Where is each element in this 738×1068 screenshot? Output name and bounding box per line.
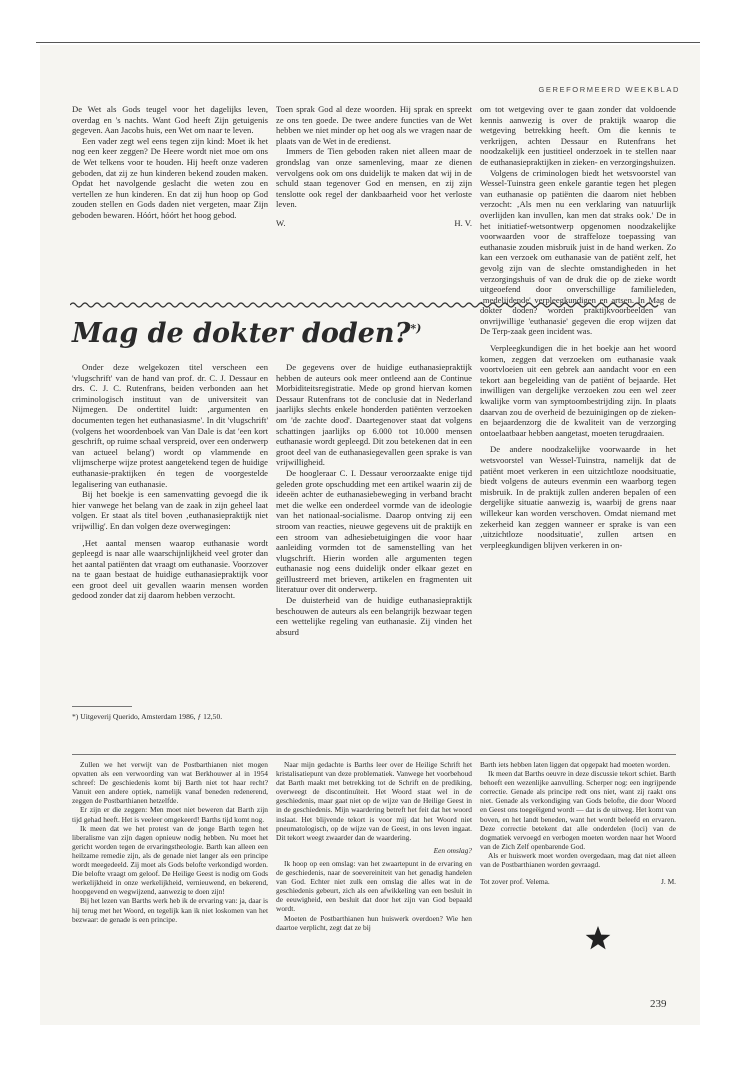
signature-row (276, 218, 472, 229)
small-column-2 (276, 760, 472, 932)
paragraph: Immers de Tien geboden raken niet alleen maar de grondslag van onze samenleving, maar ze dienen vervolgens ook om ons duidelijk te maken dat wij in de schuld staan tegenover God en mensen, en zij zijn tenslotte ook regel der dankbaarheid voor het verloste leven. (276, 146, 472, 210)
article-column-1 (72, 362, 268, 601)
footnote-rule (72, 706, 132, 707)
paragraph: Onder deze welgekozen titel verscheen een 'vlugschrift' van de hand van prof. dr. C. J. Dessaur en drs. C. J. C. Rutenfrans, beiden verbonden aan het criminologisch instituut van de universiteit van Nijmegen. De ondertitel luidt: ‚argumenten en documenten tegen het euthanasiasme'. In dit 'vlugschrift' (volgens het woordenboek van Van Dale is dat 'een kort geschrift, op ruime schaal verspreid, over een onderwerp van actueel belang') wordt op vlammende en vlijmscherpe wijze protest aangetekend tegen de huidige euthanasie-praktijken én tegen de voorgestelde legalisering van euthanasie. (72, 362, 268, 489)
paragraph: Ik hoop op een omslag: van het zwaartepunt in de ervaring en de geschiedenis, naar de soevereiniteit van het genadig handelen van God. Echter niet zulk een omslag die alles wat in de geschiedenis gebeurt, zich als een afwikkeling van een besluit in de eeuwigheid, een besluit dat door het zijn van God bepaald wordt. (276, 858, 472, 914)
small-column-3 (480, 760, 676, 886)
paragraph: De gegevens over de huidige euthanasiepraktijk hebben de auteurs ook meer ontleend aan de Continue Morbiditeitsregistratie. Mede op grond hiervan komen Dessaur Rutenfrans tot de conclusie dat in Nederland jaarlijks slechts enkele honderden patiënten verzoeken om 'de zachte dood'. Daartegenover staat dat volgens schattingen jaarlijks op 6.000 tot 10.000 mensen euthanasie wordt gepleegd. Dit zou betekenen dat in een groot deel van de euthanasiegevallen geen sprake is van vrijwilligheid. (276, 362, 472, 468)
paragraph: Er zijn er die zeggen: Men moet niet beweren dat Barth zijn tijd gehad heeft. Het is veeleer omgekeerd! Barths tijd komt nog. (72, 805, 268, 824)
paragraph: Volgens de criminologen biedt het wetsvoorstel van Wessel-Tuinstra geen enkele garantie tegen het plegen van euthanasie op patiënten die daarom niet hebben verzocht: ‚Als men nu een verklaring van natuurlijk overlijden kan invullen, kan men dat straks ook.' De in het initiatief-wetsontwerp opgenomen noodzakelijke voorwaarden voor de straffeloze toepassing van euthanasie zouden misbruik juist in de hand werken. Zo kan een verzoek om euthanasie van de patiënt zelf, het gevolg zijn van de slechte omstandigheden in het verzorgingshuis of van de druk die op de zieke wordt uitgeoefend door onverschillige familieleden, ‚medelijdende' verpleegkundigen en artsen. In Mag de dokter doden? worden praktijkvoorbeelden van onvrijwillige 'euthanasie' gegeven die erop wijzen dat De Terp-zaak geen incident was. (480, 167, 676, 337)
paragraph: Ik meen dat we het protest van de jonge Barth tegen het liberalisme van zijn dagen opnieuw nodig hebben. Nu moet het gericht worden tegen de ervaringstheologie. Barth kan alleen een heilzame remedie zijn, als de genade niet langer als een principe wordt meegedeeld. Zij moet als Gods belofte verkondigd worden. Die belofte vraagt om geloof. De Heilige Geest is nodig om Gods werkelijkheid in onze werkelijkheid, vernieuwend, en bekerend, hoopgevend en wegwijzend, aanwezig te doen zijn! (72, 823, 268, 897)
title-text: Mag de dokter doden? (72, 318, 411, 349)
top-column-1 (72, 104, 268, 221)
paragraph: Bij het boekje is een samenvatting gevoegd die ik hier vanwege het belang van de zaak in zijn geheel laat volgen. Er staat als titel boven ‚euthanasiepraktijk niet vrijwillig'. En dan volgen deze overwegingen: (72, 489, 268, 531)
paragraph: Verpleegkundigen die in het boekje aan het woord komen, zeggen dat verzoeken om euthanasie vaak voortvloeien uit een gebrek aan aandacht voor en een tekort aan begeleiding van de patiënt of bejaarde. Het inwilligen van dergelijke verzoeken zou een wel zeer kwalijke vorm van symptoombestrijding zijn. In plaats daarvan zou de overheid de bezuinigingen op de zieken- en bejaardenzorg die de kwaliteit van de verzorging ontoelaatbaar hebben aangetast, moeten terugdraaien. (480, 343, 676, 438)
quote-paragraph: ‚Het aantal mensen waarop euthanasie wordt gepleegd is naar alle waarschijnlijkheid veel groter dan het aantal patiënten dat vraagt om euthanasie. Voorzover na te gaan bestaat de huidige euthanasiepraktijk voor een groot deel uit gevallen waarin mensen worden gedood zonder dat zij daarom hebben verzocht. (72, 537, 268, 601)
paragraph: Moeten de Postbarthianen hun huiswerk overdoen? Wie hen daartoe verplicht, zegt dat ze bij (276, 913, 472, 932)
paragraph: om tot wetgeving over te gaan zonder dat voldoende kennis aanwezig is over de praktijk waarop die wetgeving betrekking heeft. Om die kennis te verkrijgen, achten Dessaur en Rutenfrans het noodzakelijk een justitieel onderzoek in te stellen naar de euthanasiepraktijken in zieken- en verzorgingshuizen. (480, 104, 676, 167)
paragraph: De andere noodzakelijke voorwaarde in het wetsvoorstel van Wessel-Tuinstra, namelijk dat de patiënt moet verkeren in een uitzichtloze noodsituatie, biedt volgens de auteurs evenmin een waarborg tegen misbruik. In de praktijk zullen anderen bepalen of een dergelijke situatie aanwezig is, waarbij de grens naar willekeur kan worden verschoven. Omdat niemand met zekerheid kan zeggen wanneer er sprake is van een ‚uitzichtloze noodsituatie', zullen artsen en verpleegkundigen blijven verkeren in on- (480, 444, 676, 550)
paragraph: Ik meen dat Barths oeuvre in deze discussie tekort schiet. Barth behoeft een wezenlijke aanvulling. Scherper nog: een ingrijpende correctie. Genade als principe redt ons niet, want zij raakt ons niet. Genade als verkondiging van Gods belofte, die door Woord en Geest ons toegeëigend wordt — dat is de uitweg. Het komt van boven, en het landt beneden, want het wordt beleefd en ervaren. Deze correctie betekent dat alle onderdelen (loci) van de dogmatiek vervoegd en verbogen moeten worden naar het Woord van de Zich Zelf openbarende God. (480, 769, 677, 851)
footnote: *) Uitgeverij Querido, Amsterdam 1986, ƒ 12,50. (72, 712, 223, 721)
paragraph: Naar mijn gedachte is Barths leer over de Heilige Schrift het kristalisatiepunt van deze problematiek. Vanwege het voorbehoud dat Barth maakt met betrekking tot de Schrift en de prediking, overweegt de discontinuïteit. Het Woord staat wel in de geschiedenis, maar gaat niet op de wijze van de Heilige Geest in in de geschiedenis. Mijn waardering betreft het feit dat het woord inslaat. Het blijvende tekort is voor mij dat het Woord niet pneumatologisch, op de wijze van de Geest, in ons leven ingaat. Dit tekort weegt zwaarder dan de waardering. (276, 760, 472, 842)
paragraph: De Wet als Gods teugel voor het dagelijks leven, overdag en 's nachts. Want God heeft Zijn getuigenis gegeven. Aan Jacobs huis, een Wet om naar te leven. (72, 104, 268, 136)
star-icon (585, 925, 611, 951)
paragraph: Als er huiswerk moet worden overgedaan, mag dat niet alleen van de Postbarthianen worden gevraagd. (480, 850, 676, 870)
paragraph: Zullen we het verwijt van de Postbarthianen niet mogen opvatten als een verwoording van wat Berkhouwer al in 1954 schreef: De geschiedenis komt bij Barth niet tot haar recht? Vanuit een andere optiek, namelijk vanaf beneden redenerend, zeggen de Postbarthianen hetzelfde. (72, 760, 268, 806)
attribution: Tot zover prof. Velema. (480, 877, 550, 887)
top-border (36, 42, 700, 43)
paragraph: Barth iets hebben laten liggen dat opgepakt had moeten worden. (480, 760, 671, 769)
signature-initials: J. M. (661, 877, 676, 887)
paragraph: De duisterheid van de huidige euthanasiepraktijk beschouwen de auteurs als een belangrijk bezwaar tegen een wettelijke regeling van euthanasie. Zij vinden het absurd (276, 595, 472, 637)
top-column-2 (276, 104, 472, 229)
paragraph: Een vader zegt wel eens tegen zijn kind: Moet ik het nog een keer zeggen? De Heere wordt niet moe om ons de Wet telkens voor te houden. Hij heeft onze vaderen geboden, dat zij ze hun kinderen bekend zouden maken. Opdat het navolgende geslacht die weten zou en vertellen ze hun kinderen. En dat zij hun hoop op God zouden stellen en Gods daden niet vergeten, maar Zijn geboden bewaren. Hóórt, hóórt het hoog gebod. (72, 135, 268, 220)
page-number: 239 (650, 998, 667, 1010)
paragraph: Toen sprak God al deze woorden. Hij sprak en spreekt ze ons ten goede. De twee andere functies van de Wet hebben we niet minder op het oog als we vragen naar de plaats van de Wet in de eredienst. (276, 104, 472, 146)
paragraph: De hoogleraar C. I. Dessaur veroorzaakte enige tijd geleden grote opschudding met een artikel waarin zij de ideeën achter de euthanasiebeweging in verband bracht met die welke een onderdeel vormde van de ideologie van het nationaal-socialisme. Daarop ontving zij een stroom van reacties, nieuwe gegevens uit de praktijk en een stroom van adhesiebetuigingen die voor haar aanleiding vormden tot de samenstelling van het vlugschrift. Hierin worden alle argumenten tegen euthanasie nog eens duidelijk onder elkaar gezet en geïllustreerd met brieven, artikelen en fragmenten uit literatuur over dit onderwerp. (276, 467, 472, 595)
article-column-2 (276, 362, 472, 637)
running-header: GEREFORMEERD WEEKBLAD (538, 85, 680, 94)
paragraph: Bij het lezen van Barths werk heb ik de ervaring van: ja, daar is hij terug met het Woord, en tegelijk kan ik niet loskomen van het bezwaar: de genade is een principe. (72, 896, 268, 924)
article-column-3 (480, 104, 676, 550)
signature-row (480, 877, 676, 886)
section-divider (72, 754, 676, 755)
small-column-1 (72, 760, 268, 924)
subheading: Een omslag? (433, 845, 472, 855)
article-title (72, 318, 421, 349)
signature-initials: H. V. (454, 217, 472, 228)
title-footnote-mark: *) (410, 322, 422, 335)
signature-initial: W. (276, 217, 286, 228)
